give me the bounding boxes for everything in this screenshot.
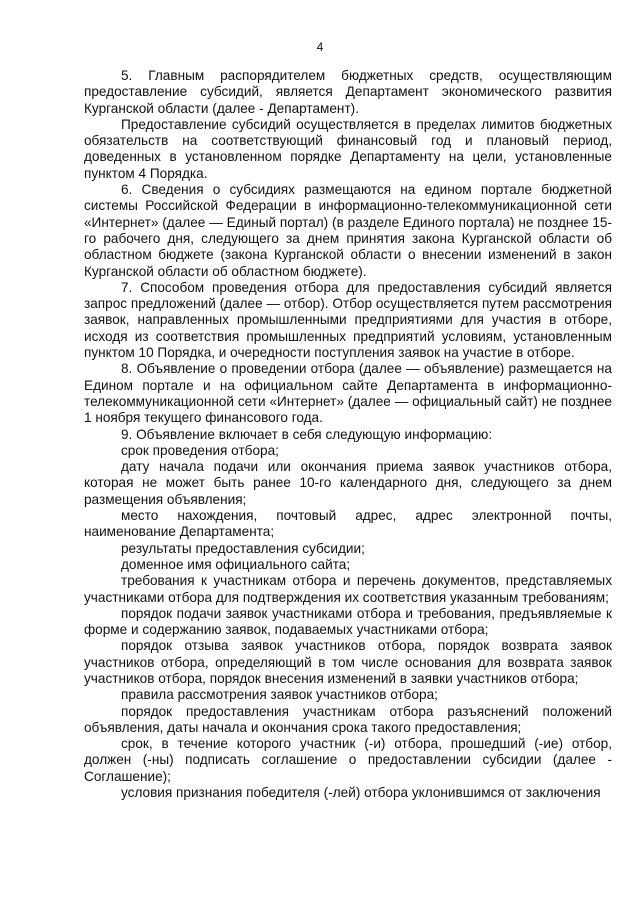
list-item: порядок подачи заявок участниками отбора и требования, предъявляемые к форме и содержанию заявок, подаваемых участниками отбора;	[84, 605, 612, 638]
list-item: дату начала подачи или окончания приема заявок участников отбора, которая не может быть ранее 10-го календарного дня, следующего за днем размещения объявления;	[84, 459, 612, 507]
list-item: результаты предоставления субсидии;	[121, 540, 365, 556]
list-item: порядок отзыва заявок участников отбора, порядок возврата заявок участников отбора, определяющий в том числе основания для возврата заявок участников отбора, порядок внесения изменений в заявки участников отбора;	[84, 638, 612, 686]
list-item: условия признания победителя (-лей) отбора уклонившимся от заключения	[121, 785, 601, 801]
paragraph-9: 9. Объявление включает в себя следующую информацию:	[121, 426, 493, 442]
list-item: место нахождения, почтовый адрес, адрес электронной почты, наименование Департамента;	[84, 508, 612, 540]
paragraph-7: 7. Способом проведения отбора для предоставления субсидий является запрос предложений (далее — отбор). Отбор осуществляется путем рассмотрения заявок, направленных промышленными предприятиями для участия в отборе, исходя из соответствия промышленных предприятий условиям, установленным пунктом 10 Порядка, и очередности поступления заявок на участие в отборе.	[84, 279, 612, 361]
page-number: 4	[316, 40, 324, 54]
list-item: требования к участникам отбора и перечень документов, представляемых участниками отбора для подтверждения их соответствия указанным требованиям;	[84, 573, 612, 605]
paragraph-6: 6. Сведения о субсидиях размещаются на едином портале бюджетной системы Российской Федерации в информационно-телекоммуникационной сети «Интернет» (далее — Единый портал) (в разделе Единого портала) не позднее 15-го рабочего дня, следующего за днем принятия закона Курганской области об областном бюджете (закона Курганской области о внесении изменений в закон Курганской области об областном бюджете).	[84, 182, 612, 279]
document-body	[84, 68, 612, 801]
paragraph-5: 5. Главным распорядителем бюджетных средств, осуществляющим предоставление субсидий, является Департамент экономического развития Курганской области (далее - Департамент).	[84, 68, 612, 116]
list-item: порядок предоставления участникам отбора разъяснений положений объявления, даты начала и окончания срока такого предоставления;	[84, 703, 612, 735]
paragraph-8: 8. Объявление о проведении отбора (далее — объявление) размещается на Едином портале и на официальном сайте Департамента в информационно-телекоммуникационной сети «Интернет» (далее — официальный сайт) не позднее 1 ноября текущего финансового года.	[84, 361, 612, 426]
paragraph-budget-limits: Предоставление субсидий осуществляется в пределах лимитов бюджетных обязательств на соответствующий финансовый год и плановый период, доведенных в установленном порядке Департаменту на цели, установленные пунктом 4 Порядка.	[84, 116, 612, 181]
list-item: срок проведения отбора;	[121, 442, 279, 458]
list-item: доменное имя официального сайта;	[121, 556, 351, 572]
list-item: срок, в течение которого участник (-и) отбора, прошедший (-ие) отбор, должен (-ны) подписать соглашение о предоставлении субсидии (далее - Соглашение);	[84, 736, 612, 784]
list-item: правила рассмотрения заявок участников отбора;	[121, 687, 438, 703]
